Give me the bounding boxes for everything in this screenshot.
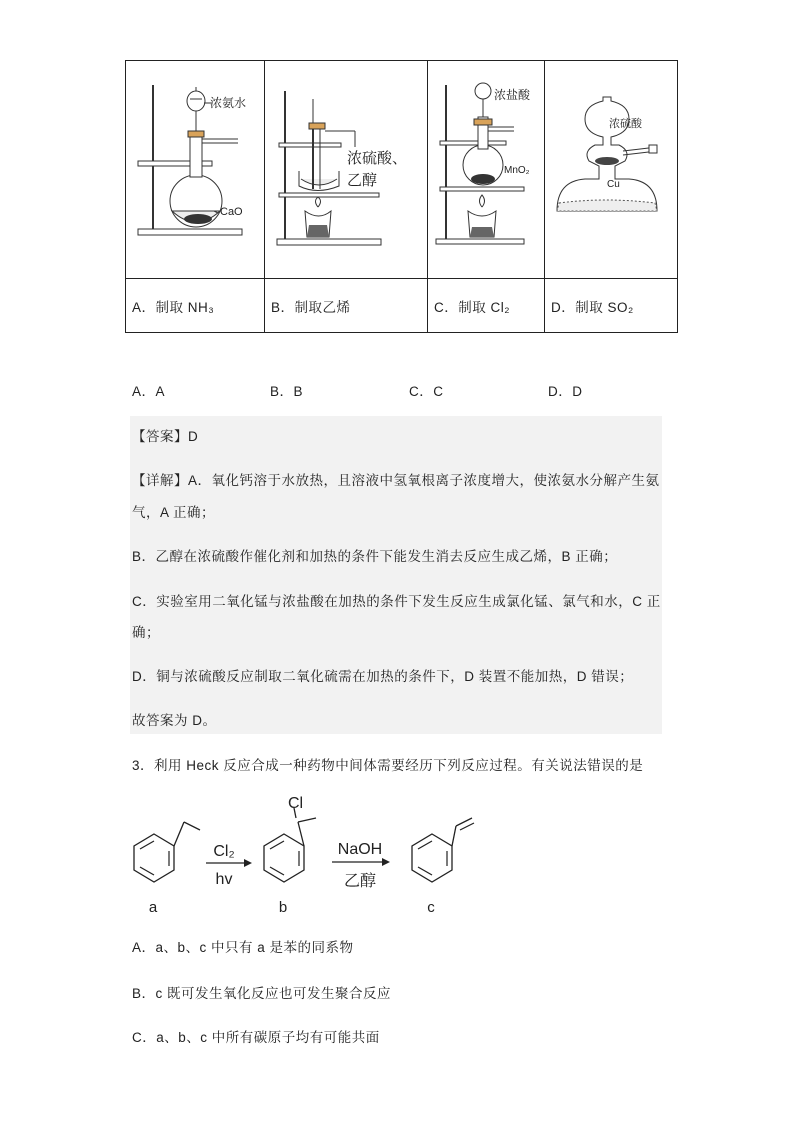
apparatus-b-cell bbox=[265, 61, 428, 279]
apparatus-c-cell bbox=[428, 61, 545, 279]
explanation-conclusion: 故答案为 D。 bbox=[132, 713, 217, 728]
q3-option-c: C．a、b、c 中所有碳原子均有可能共面 bbox=[132, 1030, 380, 1045]
explanation-a-line1: 【详解】A．氧化钙溶于水放热，且溶液中氢氧根离子浓度增大，使浓氨水分解产生氨 bbox=[132, 473, 660, 488]
arrow1-reagent: Cl₂ bbox=[213, 843, 235, 860]
option-c: C．C bbox=[409, 384, 444, 399]
option-d: D．D bbox=[548, 384, 583, 399]
apparatus-a-reagent-top: 浓氨水 bbox=[210, 96, 247, 110]
explanation-d-line: D．铜与浓硫酸反应制取二氧化硫需在加热的条件下，D 装置不能加热，D 错误； bbox=[132, 669, 634, 684]
apparatus-d-caption: D．制取 SO₂ bbox=[545, 279, 678, 333]
arrow2-condition: 乙醇 bbox=[343, 873, 377, 890]
compound-c-structure bbox=[412, 818, 474, 882]
ammonia-apparatus-diagram bbox=[126, 61, 264, 273]
chlorine-apparatus-diagram bbox=[428, 61, 544, 273]
compound-a-label: a bbox=[148, 899, 158, 916]
explanation-c-line1: C．实验室用二氧化锰与浓盐酸在加热的条件下发生反应生成氯化锰、氯气和水，C 正 bbox=[132, 594, 661, 609]
apparatus-c-caption: C．制取 Cl₂ bbox=[428, 279, 545, 333]
apparatus-b-reagent-line1: 浓硫酸、 bbox=[347, 150, 408, 167]
ethylene-apparatus-diagram bbox=[265, 61, 427, 273]
compound-a-structure bbox=[134, 822, 200, 882]
apparatus-d-reagent-bottom: Cu bbox=[607, 179, 620, 190]
answer-line: 【答案】D bbox=[132, 429, 199, 444]
explanation-a-line2: 气，A 正确； bbox=[132, 505, 216, 520]
sulfur-dioxide-apparatus-diagram bbox=[545, 61, 677, 273]
apparatus-c-reagent-top: 浓盐酸 bbox=[494, 88, 531, 102]
apparatus-a-cell bbox=[126, 61, 265, 279]
apparatus-c-reagent-bottom: MnO₂ bbox=[504, 165, 530, 176]
arrow1-condition: hv bbox=[215, 871, 233, 888]
apparatus-b-caption: B．制取乙烯 bbox=[265, 279, 428, 333]
apparatus-a-caption: A．制取 NH₃ bbox=[126, 279, 265, 333]
q3-option-b: B．c 既可发生氧化反应也可发生聚合反应 bbox=[132, 986, 392, 1001]
compound-c-label: c bbox=[427, 899, 435, 916]
compound-b-label: b bbox=[278, 899, 288, 916]
question3-stem: 3．利用 Heck 反应合成一种药物中间体需要经历下列反应过程。有关说法错误的是 bbox=[132, 758, 644, 773]
apparatus-a-reagent-bottom: CaO bbox=[220, 206, 243, 218]
q3-option-a: A．a、b、c 中只有 a 是苯的同系物 bbox=[132, 940, 354, 955]
apparatus-table bbox=[125, 60, 678, 333]
explanation-b-line: B．乙醇在浓硫酸作催化剂和加热的条件下能发生消去反应生成乙烯，B 正确； bbox=[132, 549, 618, 564]
option-a: A．A bbox=[132, 384, 166, 399]
apparatus-d-reagent-top: 浓硫酸 bbox=[609, 118, 642, 130]
apparatus-b-reagent-line2: 乙醇 bbox=[347, 172, 378, 189]
explanation-c-line2: 确； bbox=[132, 625, 160, 640]
explanation-panel bbox=[130, 416, 662, 734]
reaction-scheme bbox=[120, 788, 500, 918]
arrow2-reagent: NaOH bbox=[337, 841, 383, 858]
option-b: B．B bbox=[270, 384, 304, 399]
compound-b-chlorine: Cl bbox=[288, 795, 304, 812]
compound-b-structure bbox=[264, 808, 316, 882]
apparatus-d-cell bbox=[545, 61, 678, 279]
